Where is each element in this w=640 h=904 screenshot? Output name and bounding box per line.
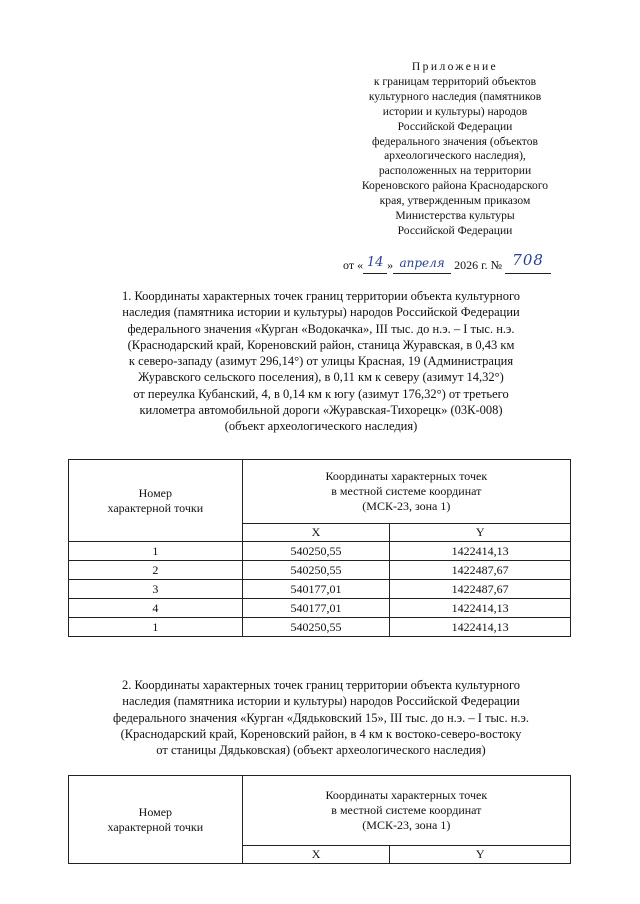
header-line: Номер bbox=[138, 485, 172, 500]
heading-line: 1. Координаты характерных точек границ территории объекта культурного bbox=[121, 289, 521, 303]
header-line: характерной точки bbox=[107, 500, 204, 515]
heading-line: наследия (памятника истории и культуры) народов Российской Федерации bbox=[122, 305, 520, 320]
header-line: характерной точки bbox=[107, 819, 204, 834]
header-line: в местной системе координат bbox=[331, 803, 482, 817]
handwritten-month: апреля bbox=[399, 256, 445, 270]
point-number: 1 bbox=[69, 618, 243, 637]
handwritten-number: 708 bbox=[512, 251, 544, 269]
heading-line: (объект археологического наследия) bbox=[224, 419, 418, 434]
order-quote-close: » bbox=[387, 258, 394, 272]
heading-line: (Краснодарский край, Кореновский район, в 4 км к востоко-северо-востоку bbox=[120, 726, 522, 741]
heading-line: федерального значения «Курган «Дядьковский 15», III тыс. до н.э. – I тыс. н.э. bbox=[112, 710, 530, 725]
heading-line: 2. Координаты характерных точек границ территории объекта культурного bbox=[121, 678, 521, 692]
heading-line: федерального значения «Курган «Водокачка», III тыс. до н.э. – I тыс. н.э. bbox=[127, 321, 515, 336]
y-axis-header: Y bbox=[390, 524, 571, 542]
order-year: 2026 г. № bbox=[454, 258, 503, 272]
handwritten-day: 14 bbox=[366, 255, 384, 270]
y-axis-header: Y bbox=[390, 846, 571, 864]
coordinates-header bbox=[242, 460, 570, 524]
section-1-heading bbox=[68, 288, 574, 435]
y-coordinate: 1422487,67 bbox=[390, 561, 571, 580]
heading-line: километра автомобильной дороги «Журавская-Тихорецк» (03К-008) bbox=[139, 403, 503, 418]
appendix-line: истории и культуры) народов bbox=[382, 104, 528, 118]
appendix-line: федерального значения (объектов bbox=[372, 134, 538, 148]
y-coordinate: 1422487,67 bbox=[390, 580, 571, 599]
y-coordinate: 1422414,13 bbox=[390, 599, 571, 618]
x-coordinate: 540250,55 bbox=[242, 542, 390, 561]
x-coordinate: 540250,55 bbox=[242, 561, 390, 580]
order-prefix: от « bbox=[343, 258, 364, 272]
heading-line: от станицы Дядьковская) (объект археологического наследия) bbox=[156, 743, 486, 758]
table-row bbox=[69, 542, 571, 561]
appendix-line: культурного наследия (памятников bbox=[368, 89, 542, 103]
heading-line: Журавского сельского поселения), в 0,11 км к северу (азимут 14,32°) bbox=[138, 370, 504, 385]
point-number-header bbox=[69, 460, 243, 542]
order-number-field bbox=[505, 251, 551, 274]
appendix-line: Российской Федерации bbox=[397, 223, 513, 237]
coordinates-table-1 bbox=[68, 459, 571, 637]
appendix-line: к границам территорий объектов bbox=[373, 74, 537, 88]
table-row bbox=[69, 618, 571, 637]
appendix-line: расположенных на территории bbox=[378, 164, 532, 178]
point-number: 1 bbox=[69, 542, 243, 561]
heading-line: (Краснодарский край, Кореновский район, станица Журавская, в 0,43 км bbox=[127, 337, 515, 352]
x-axis-header: X bbox=[242, 524, 390, 542]
header-line: Номер bbox=[138, 804, 173, 819]
table-row bbox=[69, 580, 571, 599]
heading-line: к северо-западу (азимут 296,14°) от улицы Красная, 19 (Администрация bbox=[128, 354, 514, 369]
heading-line: от переулка Кубанский, 4, в 0,14 км к югу (азимут 176,32°) от третьего bbox=[133, 386, 509, 401]
y-coordinate: 1422414,13 bbox=[390, 618, 571, 637]
point-number: 3 bbox=[69, 580, 243, 599]
appendix-line: края, утвержденным приказом bbox=[379, 194, 531, 208]
x-coordinate: 540177,01 bbox=[242, 580, 390, 599]
point-number-header bbox=[69, 776, 243, 864]
y-coordinate: 1422414,13 bbox=[390, 542, 571, 561]
x-coordinate: 540177,01 bbox=[242, 599, 390, 618]
header-line: (МСК-23, зона 1) bbox=[362, 499, 451, 513]
table-row bbox=[69, 561, 571, 580]
x-coordinate: 540250,55 bbox=[242, 618, 390, 637]
point-number: 2 bbox=[69, 561, 243, 580]
appendix-block bbox=[330, 60, 580, 239]
coordinates-header bbox=[242, 776, 570, 846]
header-line: Координаты характерных точек bbox=[325, 788, 488, 802]
order-month-field bbox=[393, 258, 451, 274]
coordinates-table-2 bbox=[68, 775, 571, 864]
appendix-line: археологического наследия), bbox=[384, 149, 526, 163]
appendix-title: Приложение bbox=[411, 60, 499, 73]
header-line: (МСК-23, зона 1) bbox=[362, 818, 451, 832]
point-number: 4 bbox=[69, 599, 243, 618]
section-2-heading bbox=[68, 677, 574, 758]
order-day-field bbox=[363, 255, 387, 274]
header-line: Координаты характерных точек bbox=[325, 469, 488, 483]
order-line bbox=[343, 251, 578, 273]
header-line: в местной системе координат bbox=[331, 484, 482, 498]
heading-line: наследия (памятника истории и культуры) народов Российской Федерации bbox=[122, 694, 520, 709]
x-axis-header: X bbox=[242, 846, 390, 864]
appendix-line: Российской Федерации bbox=[397, 119, 513, 133]
table-row bbox=[69, 599, 571, 618]
appendix-line: Министерства культуры bbox=[395, 209, 515, 223]
appendix-line: Кореновского района Краснодарского bbox=[361, 179, 549, 193]
